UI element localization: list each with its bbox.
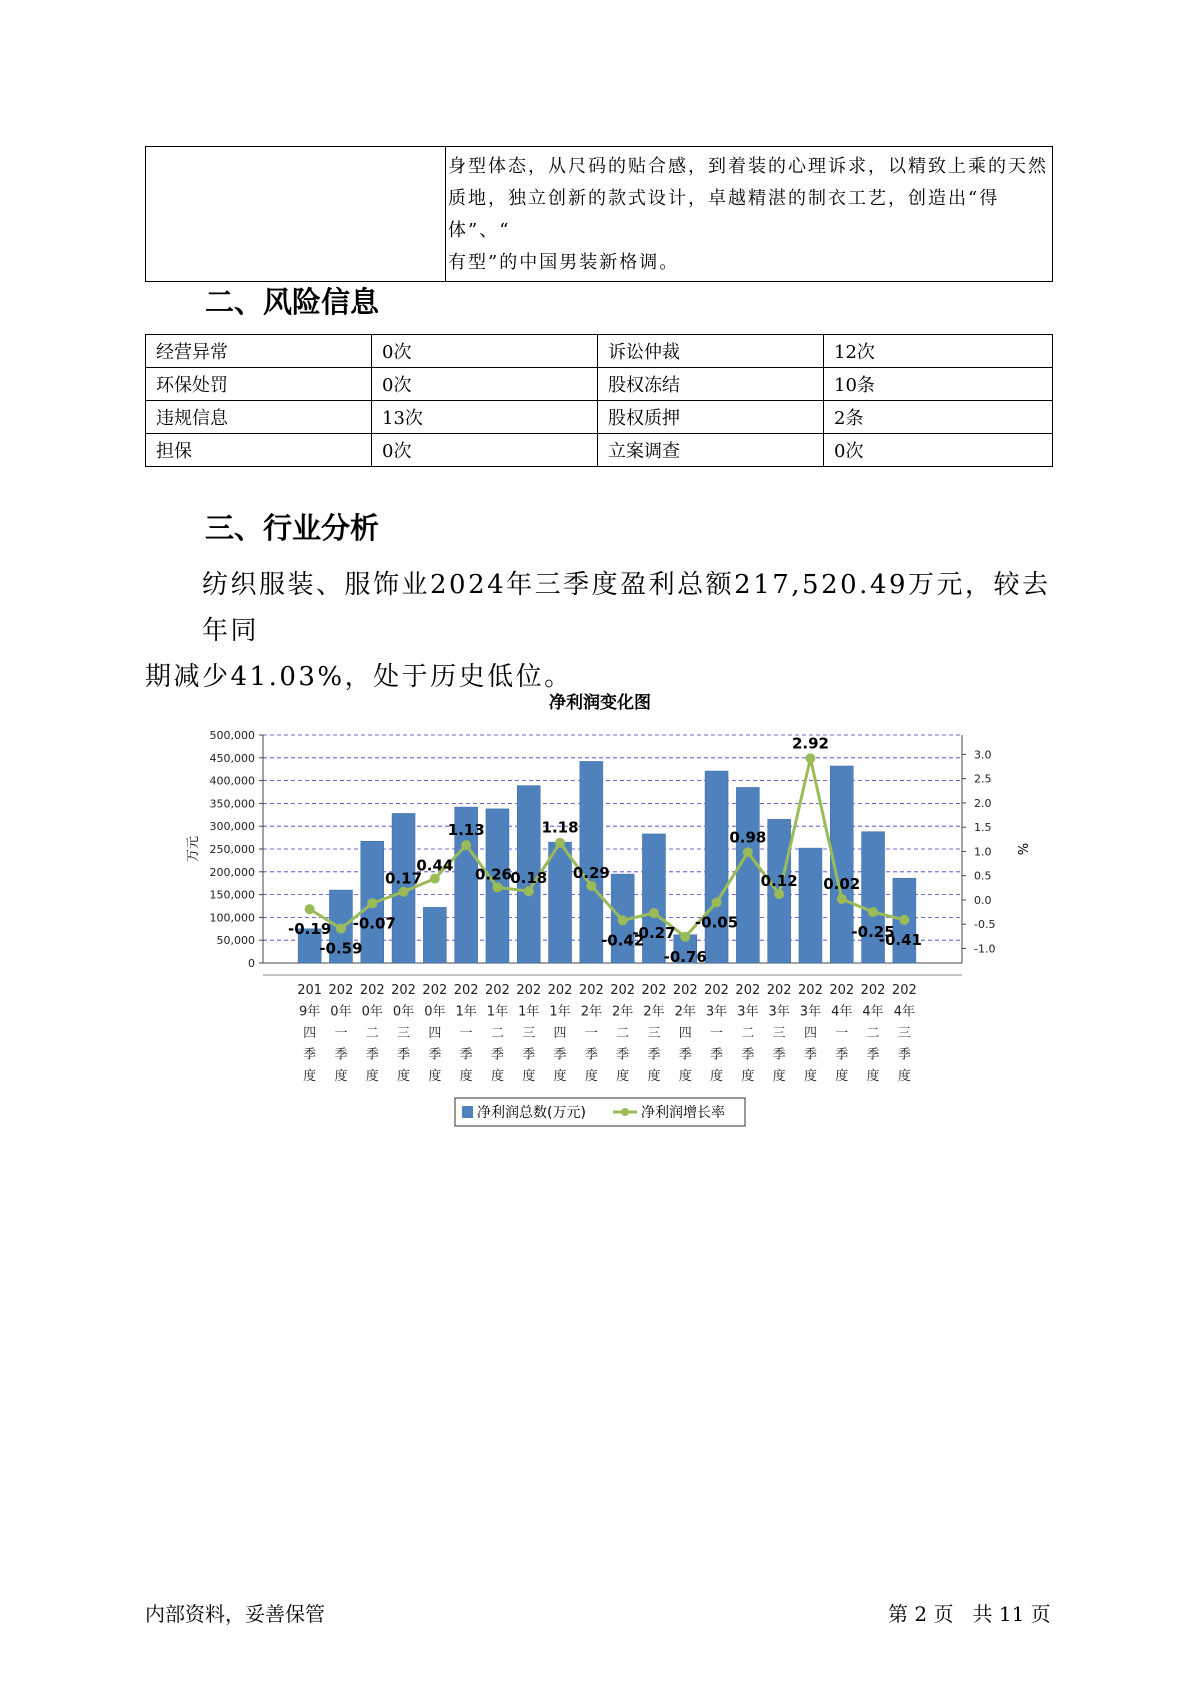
x-tick-label: 二 [616,1026,630,1041]
x-tick-label: 三 [897,1026,911,1041]
x-tick-label: 一 [459,1026,473,1041]
x-tick-label: 202 [704,983,729,998]
x-tick-label: 度 [803,1069,817,1084]
growth-data-label: -0.41 [878,930,922,949]
x-tick-label: 1年 [518,1004,540,1020]
chart-title: 净利润变化图 [549,693,651,713]
x-tick-label: 季 [835,1047,849,1063]
x-tick-label: 度 [584,1069,598,1084]
growth-data-label: -0.76 [663,947,707,966]
growth-point [555,838,565,848]
x-tick-label: 3年 [768,1004,790,1020]
risk-key: 立案调查 [598,434,824,467]
x-tick-label: 3年 [799,1004,822,1020]
x-tick-label: 1年 [549,1004,571,1020]
growth-point [305,904,315,914]
growth-data-label: 0.02 [823,874,861,893]
risk-key: 股权质押 [598,401,824,434]
x-tick-label: 度 [334,1069,348,1084]
risk-key: 诉讼仲裁 [598,335,824,368]
x-tick-label: 202 [485,983,510,998]
x-tick-label: 四 [428,1026,442,1041]
x-tick-label: 季 [397,1047,411,1063]
growth-data-label: 0.98 [729,828,767,847]
x-tick-label: 4年 [862,1004,884,1020]
growth-point [399,887,409,897]
x-tick-label: 三 [522,1026,536,1041]
bar [736,787,759,963]
growth-data-label: 1.18 [541,818,579,837]
x-tick-label: 度 [678,1069,692,1084]
growth-point [868,907,878,917]
bar [549,842,572,963]
x-tick-label: 202 [860,983,886,998]
growth-data-label: -0.42 [601,931,645,950]
y2-tick-label: 3.0 [974,748,992,762]
y-tick-label: 0 [248,957,255,970]
x-tick-label: 202 [735,983,761,998]
growth-data-label: -0.27 [632,924,676,943]
x-tick-label: 四 [553,1026,567,1041]
y-tick-label: 300,000 [209,820,255,834]
x-tick-label: 四 [803,1026,817,1041]
x-tick-label: 度 [303,1069,317,1084]
growth-point [805,753,815,763]
x-tick-label: 度 [710,1069,724,1084]
x-tick-label: 季 [678,1047,692,1063]
industry-heading: 三、行业分析 [205,511,380,545]
x-tick-label: 202 [359,983,385,998]
legend-label-line: 净利润增长率 [641,1105,725,1121]
growth-data-label: 0.12 [760,872,798,891]
y2-tick-label: 2.0 [974,796,992,810]
x-tick-label: 202 [453,983,479,998]
x-tick-label: 度 [835,1069,849,1084]
x-tick-label: 一 [710,1026,724,1041]
x-tick-label: 度 [772,1069,786,1084]
x-tick-label: 3年 [705,1004,728,1020]
y-axis-label: 万元 [186,835,201,863]
x-tick-label: 一 [835,1026,849,1041]
bar [705,771,728,963]
risk-key: 股权冻结 [598,368,824,401]
industry-paragraph-line-1: 纺织服装、服饰业2024年三季度盈利总额217,520.49万元，较去年同 [202,570,1051,646]
legend-label-bar: 净利润总数(万元) [477,1105,586,1121]
x-tick-label: 度 [428,1069,442,1084]
x-tick-label: 2年 [643,1004,665,1020]
risk-value: 2条 [824,401,1053,434]
bar [642,834,665,963]
intro-line-1: 身型体态，从尺码的贴合感，到着装的心理诉求，以精致上乘的天然 [448,156,1048,177]
x-tick-label: 三 [397,1026,411,1041]
x-tick-label: 季 [741,1047,755,1063]
x-tick-label: 202 [422,983,448,998]
x-tick-label: 度 [647,1069,661,1084]
x-tick-label: 度 [897,1069,911,1084]
y2-tick-label: 2.5 [974,772,992,786]
y-tick-label: 50,000 [216,934,255,948]
y2-tick-label: 0.5 [974,869,992,883]
risk-table [145,334,1053,467]
x-tick-label: 4年 [831,1004,853,1020]
y2-tick-label: 1.5 [974,821,992,835]
growth-point [618,915,628,925]
growth-point [899,915,909,925]
growth-point [492,882,502,892]
risk-value: 0次 [372,335,598,368]
x-tick-label: 0年 [392,1004,415,1020]
y-tick-label: 350,000 [209,797,255,811]
x-tick-label: 二 [866,1026,880,1041]
x-tick-label: 202 [391,983,416,998]
x-tick-label: 季 [710,1047,724,1063]
growth-point [743,847,753,857]
x-tick-label: 202 [798,983,823,998]
intro-blank-cell [146,147,446,282]
footer-left: 内部资料，妥善保管 [145,1602,325,1626]
x-tick-label: 0年 [330,1004,352,1020]
growth-point [837,894,847,904]
growth-data-label: -0.59 [319,939,363,958]
x-tick-label: 202 [547,983,573,998]
x-tick-label: 202 [578,983,604,998]
x-tick-label: 季 [365,1047,379,1063]
x-tick-label: 三 [647,1026,661,1041]
growth-data-label: 0.26 [474,865,512,884]
growth-data-label: -0.07 [352,914,396,933]
risk-value: 0次 [372,434,598,467]
risk-key: 违规信息 [146,401,372,434]
x-tick-label: 202 [516,983,542,998]
industry-paragraph-line-2: 期减少41.03%，处于历史低位。 [145,662,573,692]
growth-data-label: 0.29 [572,863,610,882]
growth-point [367,898,377,908]
y-tick-label: 250,000 [209,843,255,856]
x-tick-label: 202 [766,983,792,998]
x-tick-label: 季 [553,1047,567,1063]
y-tick-label: 100,000 [209,911,255,925]
y-tick-label: 200,000 [209,865,255,879]
x-tick-label: 3年 [737,1004,759,1020]
x-tick-label: 季 [584,1047,598,1063]
growth-point [586,881,596,891]
growth-data-label: -0.05 [694,913,739,932]
growth-point [430,874,440,884]
legend-swatch-marker [621,1108,629,1116]
footer-right: 第 2 页 共 11 页 [888,1602,1051,1626]
x-tick-label: 季 [866,1047,880,1063]
x-tick-label: 0年 [424,1004,446,1020]
x-tick-label: 202 [328,983,354,998]
x-tick-label: 2年 [674,1004,696,1020]
growth-point [680,932,690,942]
y2-tick-label: -1.0 [974,942,996,956]
growth-point [461,840,471,850]
risk-row [146,401,1053,434]
risk-value: 0次 [824,434,1053,467]
x-tick-label: 度 [459,1069,473,1084]
growth-data-label: 0.17 [385,869,423,888]
x-tick-label: 季 [616,1047,630,1063]
bar [799,848,822,963]
x-tick-label: 2年 [580,1004,602,1020]
x-tick-label: 三 [772,1026,786,1041]
growth-point [336,924,346,934]
x-tick-label: 度 [553,1069,567,1084]
x-tick-label: 二 [365,1026,379,1041]
risk-key: 经营异常 [146,335,372,368]
x-tick-label: 季 [459,1047,473,1063]
net-profit-chart [0,680,1191,1140]
x-tick-label: 202 [891,983,917,998]
x-tick-label: 季 [772,1047,786,1063]
y-tick-label: 400,000 [209,774,255,788]
x-tick-label: 四 [678,1026,692,1041]
legend-swatch-bar [462,1106,473,1118]
growth-data-label: 0.44 [416,856,454,875]
x-tick-label: 9年 [299,1004,321,1020]
x-tick-label: 二 [490,1026,504,1041]
x-tick-label: 一 [584,1026,598,1041]
growth-point [649,908,659,918]
x-tick-label: 季 [303,1047,317,1063]
growth-data-label: 1.13 [447,821,485,840]
x-tick-label: 度 [397,1069,411,1084]
growth-data-label: -0.19 [288,920,332,939]
risk-heading: 二、风险信息 [205,285,380,319]
growth-point [712,897,722,907]
risk-value: 0次 [372,368,598,401]
x-tick-label: 201 [297,983,323,998]
growth-data-label: 0.18 [510,869,548,888]
x-tick-label: 季 [522,1047,536,1063]
y2-axis-label: % [1014,842,1029,856]
risk-row [146,368,1053,401]
x-tick-label: 季 [490,1047,504,1063]
x-tick-label: 度 [365,1069,379,1084]
x-tick-label: 度 [616,1069,630,1084]
x-tick-label: 季 [647,1047,661,1063]
x-tick-label: 202 [672,983,698,998]
x-tick-label: 1年 [455,1004,477,1020]
x-tick-label: 度 [522,1069,536,1084]
y2-tick-label: 0.0 [974,893,992,907]
x-tick-label: 一 [334,1026,348,1041]
growth-data-label: 2.92 [791,734,829,753]
x-tick-label: 度 [741,1069,755,1084]
x-tick-label: 202 [610,983,636,998]
y-tick-label: 500,000 [209,729,255,742]
risk-value: 12次 [824,335,1053,368]
bar [580,761,603,963]
intro-line-3: 有型”的中国男装新格调。 [448,252,680,273]
y-tick-label: 150,000 [209,888,255,902]
growth-point [774,889,784,899]
x-tick-label: 1年 [486,1004,509,1020]
x-tick-label: 度 [866,1069,880,1084]
x-tick-label: 度 [490,1069,504,1084]
bar [423,907,446,963]
risk-key: 环保处罚 [146,368,372,401]
risk-value: 13次 [372,401,598,434]
risk-value: 10条 [824,368,1053,401]
risk-key: 担保 [146,434,372,467]
x-tick-label: 二 [741,1026,755,1041]
x-tick-label: 202 [829,983,855,998]
x-tick-label: 四 [303,1026,317,1041]
x-tick-label: 季 [803,1047,817,1063]
company-intro-table [145,146,1053,282]
risk-row [146,434,1053,467]
intro-desc-cell [446,147,1053,282]
x-tick-label: 202 [641,983,667,998]
y-tick-label: 450,000 [209,751,255,765]
risk-row [146,335,1053,368]
x-tick-label: 2年 [612,1004,634,1020]
growth-point [524,886,534,896]
x-tick-label: 4年 [893,1004,915,1020]
x-tick-label: 季 [428,1047,442,1063]
y2-tick-label: 1.0 [974,845,992,859]
x-tick-label: 季 [334,1047,348,1063]
y2-tick-label: -0.5 [974,918,996,932]
x-tick-label: 季 [897,1047,911,1063]
x-tick-label: 0年 [361,1004,383,1020]
intro-line-2: 质地，独立创新的款式设计，卓越精湛的制衣工艺，创造出“得体”、“ [448,188,1000,241]
growth-data-label: -0.25 [851,923,895,942]
